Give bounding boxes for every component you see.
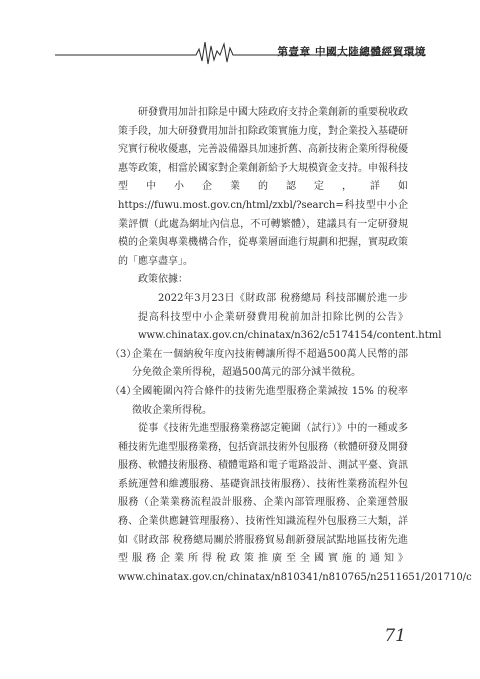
running-header <box>0 34 480 68</box>
paragraph-rd-deduction: 研發費用加計扣除是中國大陸政府支持企業創新的重要稅收政策手段，加大研發費用加計扣除政策實施力度，對企業投入基礎研究實行稅收優惠，完善設備器具加速折舊、高新技術企業所得稅優惠等政策，相當於國家對企業創新給予大規模資金支持。申報科技型中小企業的認定，詳如https://fuwu.most.gov.cn/html/zxbl/?search=科技型中小企業評價（此處為網址內信息，不可轉繁體），建議具有一定研發規模的企業與專業機構合作，從專業層面進行規劃和把握，實現政策的「應享盡享」。 <box>118 107 408 267</box>
page-body <box>110 104 472 587</box>
page-number: 71 <box>384 626 406 646</box>
list-number: （3） <box>110 348 137 360</box>
paragraph-tech-services: 從事《技術先進型服務業務認定範圍（試行）》中的一種或多種技術先進型服務業務，包括資訊技術外包服務（軟體研發及開發服務、軟體技術服務、積體電路和電子電路設計、測試平臺、資訊系統運營和維護服務、基礎資訊技術服務）、技術性業務流程外包服務（企業業務流程設計服務、企業內部管理服務、企業運營服務、企業供應鏈管理服務）、技術性知識流程外包服務三大類，詳如《財政部 稅務總局關於將服務貿易創新發展試點地區技術先進型服務企業所得稅政策推廣至全國實施的通知》www.chinatax.gov.cn/chinatax/n810341/n810765/n2511651/201710/c <box>118 423 472 583</box>
list-text: 企業在一個納稅年度內技術轉讓所得不超過500萬人民幣的部分免徵企業所得稅，超過500萬元的部分減半徵稅。 <box>132 348 408 379</box>
chapter-title: 第壹章 中國大陸總體經貿環境 <box>277 46 426 58</box>
list-text: 全國範圍內符合條件的技術先進型服務企業減按 15% 的稅率徵收企業所得稅。 <box>132 385 408 416</box>
list-item-3 <box>110 346 408 383</box>
policy-reference: 2022年3月23日《財政部 稅務總局 科技部關於進一步提高科技型中小企業研發費用稅前加計扣除比例的公告》www.chinatax.gov.cn/chinatax/n362/c5174154/content.html <box>138 292 442 342</box>
policy-basis-label: 政策依據： <box>138 274 188 286</box>
list-number: （4） <box>110 385 137 397</box>
list-item-4 <box>110 383 408 420</box>
